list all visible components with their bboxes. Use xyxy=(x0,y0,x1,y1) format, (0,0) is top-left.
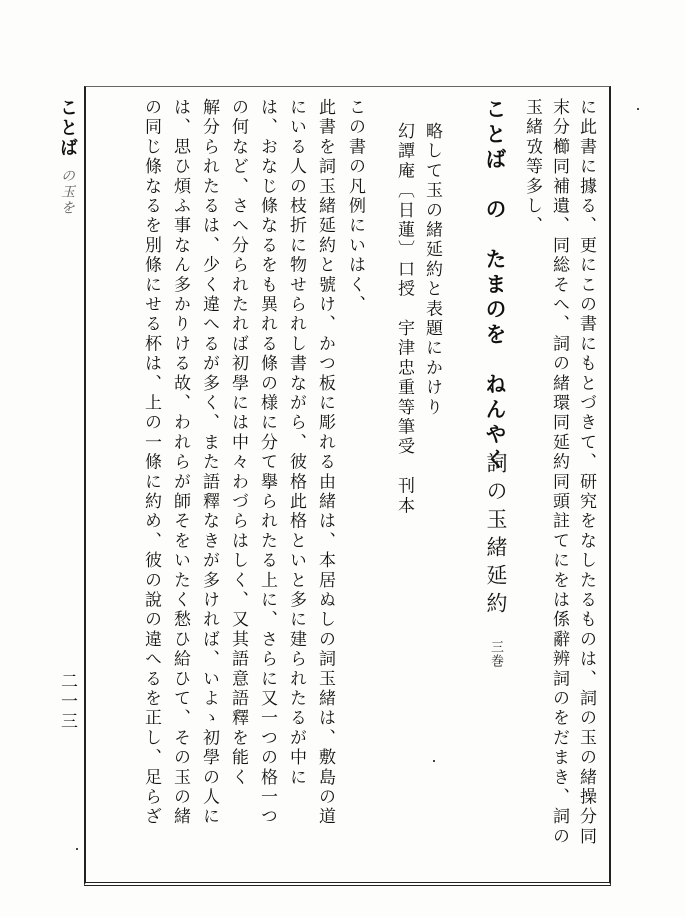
volume-count: 三巻 xyxy=(488,640,503,668)
scan-speck xyxy=(433,760,435,762)
text-line: の何など、さへ分られたれば初學には中々わづらはしく、又其語意語釋を能く xyxy=(228,98,248,788)
text-line: にいる人の枝折に物せられし書ながら、彼格此格といと多に建られたるが中に xyxy=(286,98,306,788)
handwritten-note: の玉を xyxy=(59,168,75,216)
text-line: 解分られたるは、少く違へるが多く、また語釋なきが多ければ、いよゝ初學の人に xyxy=(199,98,219,827)
section-heading: ことば の たまのを ねんやく xyxy=(483,98,508,473)
text-line: 玉緒攷等多し、 xyxy=(522,98,542,236)
text-line: に此書に據る、更にこの書にもとづきて、研究をなしたるものは、詞の玉の緒操分同 xyxy=(576,98,596,847)
text-line: の同じ條なるを別條にせる杯は、上の一條に約め、彼の說の違へるを正し、足らざ xyxy=(141,98,161,827)
section-alt-title: 詞の玉緒延約 xyxy=(484,452,508,620)
text-line: は、思ひ煩ふ事なん多かりける故、われらが師そをいたく愁ひ給ひて、その玉の緒 xyxy=(170,98,190,827)
text-line: この書の凡例にいはく、 xyxy=(345,98,365,315)
page-number: 二一三 xyxy=(57,672,77,732)
scan-speck xyxy=(76,848,78,850)
attribution-line: 幻譚庵〔日蓮〕口授 宇津忠重等筆受 刊本 xyxy=(394,122,414,516)
scan-speck xyxy=(637,108,639,110)
text-line: 末分櫛同補遺、同総そへ、詞の緒環同延約同頭註てにをは係辭辨詞のをだまき、詞の xyxy=(549,98,569,847)
text-line: は、おなじ條なるをも異れる條の様に分て擧られたる上に、さらに又一つの格一つ xyxy=(257,98,277,827)
text-line: 此書を詞玉緒延約と號け、かつ板に彫れる由緒は、本居ぬしの詞玉緒は、敷島の道 xyxy=(315,98,335,827)
subtitle-note: 略して玉の緒延約と表題にかけり xyxy=(422,122,442,418)
running-title: ことば xyxy=(57,98,78,158)
